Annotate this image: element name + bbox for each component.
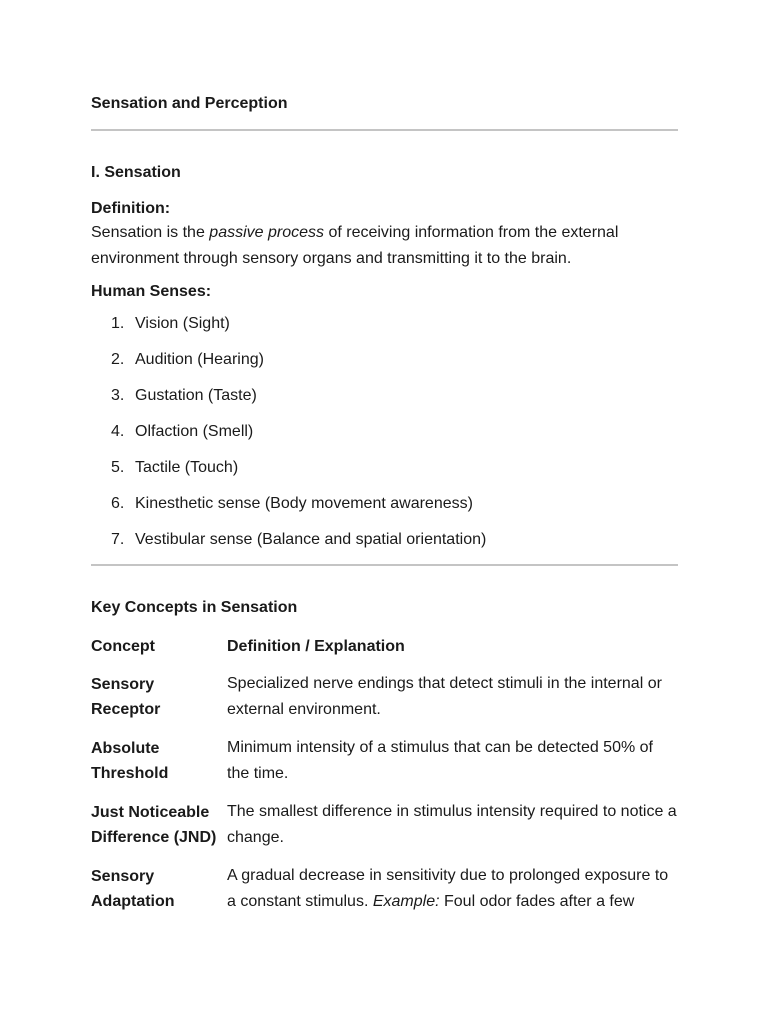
list-item — [91, 414, 678, 450]
example-label: Example: — [372, 893, 440, 910]
column-header-definition: Definition / Explanation — [227, 638, 405, 655]
concept-cell: Sensory Adaptation — [91, 868, 175, 910]
document-body — [91, 93, 678, 921]
list-item — [91, 522, 678, 558]
list-item — [91, 378, 678, 414]
concept-cell: Sensory Receptor — [91, 676, 161, 718]
definition-cell: Specialized nerve endings that detect stimuli in the internal or external environment. — [227, 675, 662, 718]
concept-cell: Just Noticeable Difference (JND) — [91, 804, 217, 846]
definition-text-end: of receiving information from the external environment through sensory organs and transmitting it to the brain. — [91, 224, 619, 267]
senses-label: Human Senses: — [91, 283, 212, 300]
definition-emphasis: passive process — [209, 224, 325, 241]
definition-label: Definition: — [91, 200, 171, 217]
list-text: Gustation (Taste) — [135, 387, 257, 404]
list-number: 4. — [111, 423, 125, 440]
list-item — [91, 306, 678, 342]
list-number: 1. — [111, 315, 125, 332]
table-row — [91, 793, 678, 857]
table-row — [91, 729, 678, 793]
definition-text-start: Sensation is the — [91, 224, 210, 241]
list-number: 2. — [111, 351, 125, 368]
list-number: 5. — [111, 459, 125, 476]
list-item — [91, 486, 678, 522]
table-row — [91, 665, 678, 729]
section-heading: I. Sensation — [91, 164, 181, 181]
definition-text — [91, 220, 678, 272]
document-title: Sensation and Perception — [91, 95, 288, 112]
list-text: Audition (Hearing) — [135, 351, 264, 368]
definition-cell: Minimum intensity of a stimulus that can be detected 50% of the time. — [227, 739, 653, 782]
definition-cell — [227, 857, 678, 921]
list-number: 3. — [111, 387, 125, 404]
list-text: Olfaction (Smell) — [135, 423, 254, 440]
list-number: 7. — [111, 531, 125, 548]
table-header-row — [91, 629, 678, 665]
table-row — [91, 857, 678, 921]
divider — [91, 129, 678, 131]
list-item — [91, 342, 678, 378]
list-text: Tactile (Touch) — [135, 459, 239, 476]
column-header-concept: Concept — [91, 638, 155, 655]
list-number: 6. — [111, 495, 125, 512]
list-item — [91, 450, 678, 486]
list-text: Vestibular sense (Balance and spatial orientation) — [135, 531, 487, 548]
list-text: Kinesthetic sense (Body movement awareness) — [135, 495, 473, 512]
divider — [91, 564, 678, 566]
concept-cell: Absolute Threshold — [91, 740, 169, 782]
key-concepts-heading: Key Concepts in Sensation — [91, 599, 298, 616]
senses-list — [91, 306, 678, 558]
concepts-table — [91, 629, 678, 921]
example-text: Foul odor fades after a few — [439, 893, 635, 910]
definition-cell: The smallest difference in stimulus intensity required to notice a change. — [227, 803, 677, 846]
definition-text: A gradual decrease in sensitivity due to prolonged exposure to a constant stimulus. — [227, 867, 669, 910]
list-text: Vision (Sight) — [135, 315, 230, 332]
